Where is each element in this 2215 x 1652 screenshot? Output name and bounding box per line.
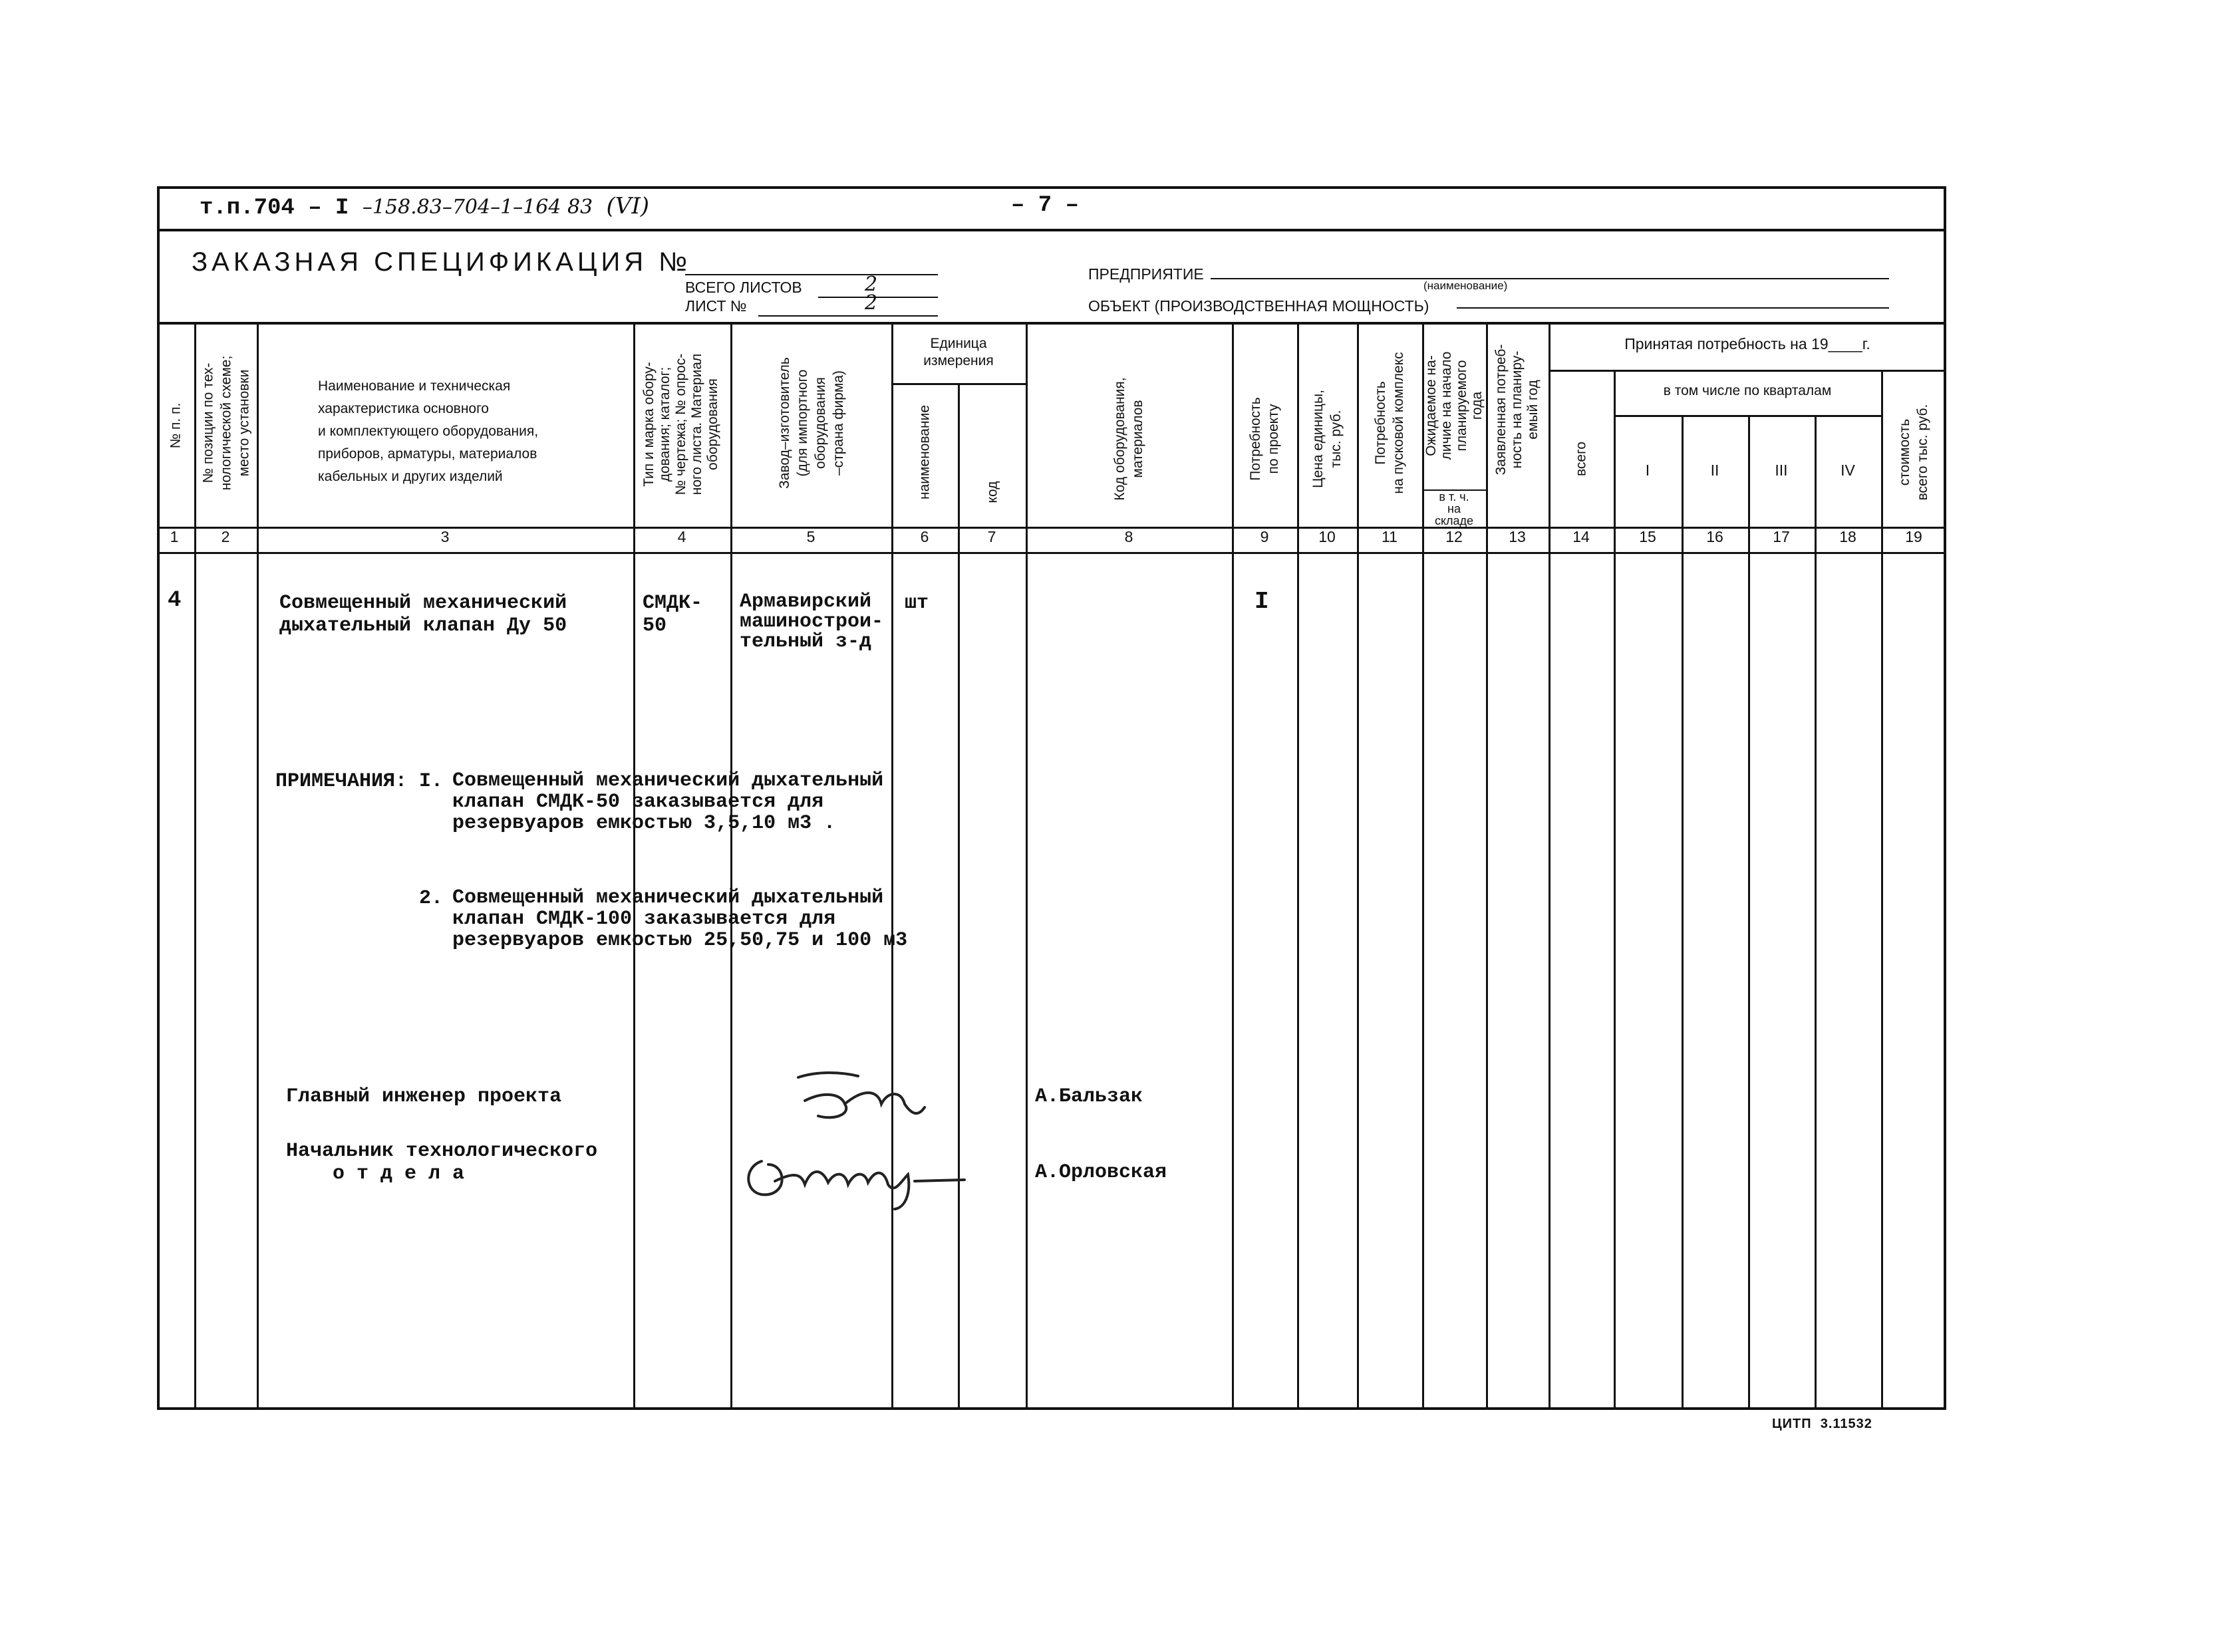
row-type-line: 50 xyxy=(643,615,667,637)
col-header-13: Заявленная потреб- ность на планиру- емый год xyxy=(1493,344,1541,476)
head-of-department-signature xyxy=(735,1135,974,1214)
unit-group-header: Единица измерения xyxy=(923,336,994,368)
col-number: 4 xyxy=(677,528,686,545)
col-number: 12 xyxy=(1445,528,1463,545)
column-numbers-bottom-line xyxy=(157,552,1946,554)
row-type-line: СМДК- xyxy=(643,592,703,615)
row-maker-line: Армавирский xyxy=(740,591,872,613)
col-line-6 xyxy=(958,383,960,1410)
header-divider xyxy=(157,229,1946,231)
note-line: клапан СМДК-100 заказывается для xyxy=(452,908,836,930)
row-maker xyxy=(740,592,883,652)
row-number: 4 xyxy=(168,588,182,613)
col-number: 2 xyxy=(221,528,230,545)
note-2 xyxy=(452,887,907,951)
col-line-18 xyxy=(1881,370,1883,1410)
col-header-15: I xyxy=(1645,462,1650,479)
row-name xyxy=(279,592,567,637)
enterprise-hint: (наименование) xyxy=(1423,279,1508,292)
note-1-number: I. xyxy=(419,770,444,793)
row-qty: I xyxy=(1255,588,1269,615)
col-number: 5 xyxy=(806,528,815,545)
chief-engineer-label: Главный инженер проекта xyxy=(286,1085,562,1108)
notes-label: ПРИМЕЧАНИЯ: xyxy=(275,770,408,793)
row-unit: шт xyxy=(905,592,929,615)
object-label: ОБЪЕКТ (ПРОИЗВОДСТВЕННАЯ МОЩНОСТЬ) xyxy=(1088,297,1429,315)
col-line-8 xyxy=(1232,322,1234,1410)
note-1 xyxy=(452,770,883,834)
sheet-value: 2 xyxy=(865,291,878,315)
column-numbers-top-line xyxy=(157,527,1946,529)
head-label-line: Начальник технологического xyxy=(286,1140,598,1163)
col-header-5: Завод–изготовитель (для импортного оборудования –страна фирма) xyxy=(777,357,846,489)
col-header-2: № позиции по тех- нологической схеме; место установки xyxy=(200,355,252,491)
col-header-11: Потребность на пусковой комплекс xyxy=(1373,352,1406,494)
col-line-2 xyxy=(257,322,259,1410)
enterprise-line xyxy=(1211,278,1889,279)
col-header-7: код xyxy=(984,481,1000,503)
enterprise-label: ПРЕДПРИЯТИЕ xyxy=(1088,265,1204,283)
page-number: – 7 – xyxy=(1011,193,1080,218)
sheet-label: ЛИСТ № xyxy=(685,297,747,315)
col-header-3 xyxy=(318,375,538,488)
col-line-7 xyxy=(1026,322,1028,1410)
col-number: 13 xyxy=(1509,528,1526,545)
col-number: 18 xyxy=(1839,528,1856,545)
row-name-line: дыхательный клапан Ду 50 xyxy=(279,615,567,637)
head-of-department-label xyxy=(286,1140,597,1185)
col-number: 1 xyxy=(170,528,179,545)
note-line: клапан СМДК-50 заказывается для xyxy=(452,791,824,813)
col-header-12: Ожидаемое на- личие на начало планируемого года xyxy=(1423,351,1485,460)
col-line-13 xyxy=(1549,322,1551,1410)
footer-stamp: ЦИТП 3.11532 xyxy=(1772,1417,1872,1431)
sheet-line xyxy=(758,315,938,317)
col-header-16: II xyxy=(1710,462,1719,479)
col-header-18: IV xyxy=(1841,462,1855,479)
row-type xyxy=(643,592,702,637)
col-header-3-line: приборов, арматуры, материалов xyxy=(318,446,537,462)
col-line-11 xyxy=(1422,322,1424,1410)
col-header-9: Потребность по проекту xyxy=(1248,397,1281,481)
col-header-3-line: Наименование и техническая xyxy=(318,378,511,394)
col-line-5 xyxy=(891,322,893,1410)
quarters-group-line xyxy=(1614,415,1881,417)
accepted-group-line xyxy=(1549,370,1946,372)
col-header-4: Тип и марка обору- дования; каталог; № чертежа; № опрос- ного листа. Материал оборудования xyxy=(641,353,720,495)
col-header-12-sub: в т. ч. на складе xyxy=(1434,490,1474,527)
accepted-group-header: Принятая потребность на 19____г. xyxy=(1624,335,1870,352)
head-of-department-name: А.Орловская xyxy=(1035,1161,1167,1184)
note-2-number: 2. xyxy=(419,887,444,910)
col-header-10: Цена единицы, тыс. руб. xyxy=(1310,390,1344,488)
col-header-17: III xyxy=(1775,462,1788,479)
col-number: 9 xyxy=(1260,528,1269,545)
col-line-12 xyxy=(1486,322,1488,1410)
unit-group-line xyxy=(891,383,1026,385)
note-line: Совмещенный механический дыхательный xyxy=(452,887,884,909)
col-header-14: всего xyxy=(1573,442,1589,476)
head-label-line: о т д е л а xyxy=(333,1163,465,1185)
col-number: 11 xyxy=(1382,528,1398,545)
col-line-4 xyxy=(730,322,732,1410)
row-maker-line: тельный з-д xyxy=(740,630,872,653)
col-line-16 xyxy=(1748,415,1750,1410)
col-number: 8 xyxy=(1124,528,1133,545)
col-number: 15 xyxy=(1639,528,1656,545)
note-line: резервуаров емкостью 3,5,10 м3 . xyxy=(452,812,836,835)
total-sheets-line xyxy=(818,297,938,298)
row-name-line: Совмещенный механический xyxy=(279,592,567,615)
col-header-3-line: кабельных и других изделий xyxy=(318,469,503,484)
col-number: 6 xyxy=(920,528,929,545)
form-title: ЗАКАЗНАЯ СПЕЦИФИКАЦИЯ № xyxy=(192,247,692,277)
doc-code-handwritten: –158.83–704–1–164 83 xyxy=(362,196,593,219)
col-number: 17 xyxy=(1773,528,1790,545)
total-sheets-label: ВСЕГО ЛИСТОВ xyxy=(685,279,802,296)
col-line-17 xyxy=(1815,415,1817,1410)
note-line: Совмещенный механический дыхательный xyxy=(452,769,884,792)
col-header-3-line: характеристика основного xyxy=(318,401,489,416)
note-line: резервуаров емкостью 25,50,75 и 100 м3 xyxy=(452,929,908,952)
col-header-6: наименование xyxy=(917,404,933,500)
row-maker-line: машинострои- xyxy=(740,611,884,633)
table-top-line xyxy=(157,322,1946,325)
doc-code-version: (VI) xyxy=(606,193,650,219)
col-line-3 xyxy=(633,322,635,1410)
col-header-1: № п. п. xyxy=(168,402,184,449)
doc-code-typed: т.п.704 – I xyxy=(200,196,349,221)
col-line-14 xyxy=(1614,370,1616,1410)
col-number: 16 xyxy=(1706,528,1723,545)
col-line-9 xyxy=(1297,322,1299,1410)
quarters-group-header: в том числе по кварталам xyxy=(1663,383,1832,398)
col-header-19: стоимость всего тыс. руб. xyxy=(1897,404,1930,501)
col-line-1 xyxy=(194,322,196,1410)
col-header-8: Код оборудования, материалов xyxy=(1112,377,1145,501)
col-number: 19 xyxy=(1905,528,1922,545)
col-number: 10 xyxy=(1318,528,1336,545)
object-line xyxy=(1457,307,1889,309)
col-number: 7 xyxy=(987,528,996,545)
spec-number-line xyxy=(685,274,938,275)
chief-engineer-name: А.Бальзак xyxy=(1035,1085,1143,1108)
col-number: 14 xyxy=(1572,528,1590,545)
col-header-3-line: и комплектующего оборудования, xyxy=(318,424,539,439)
col-number: 3 xyxy=(440,528,450,545)
col-line-15 xyxy=(1682,415,1684,1410)
col-line-10 xyxy=(1357,322,1359,1410)
total-sheets-value: 2 xyxy=(865,273,878,296)
chief-engineer-signature xyxy=(778,1064,931,1137)
